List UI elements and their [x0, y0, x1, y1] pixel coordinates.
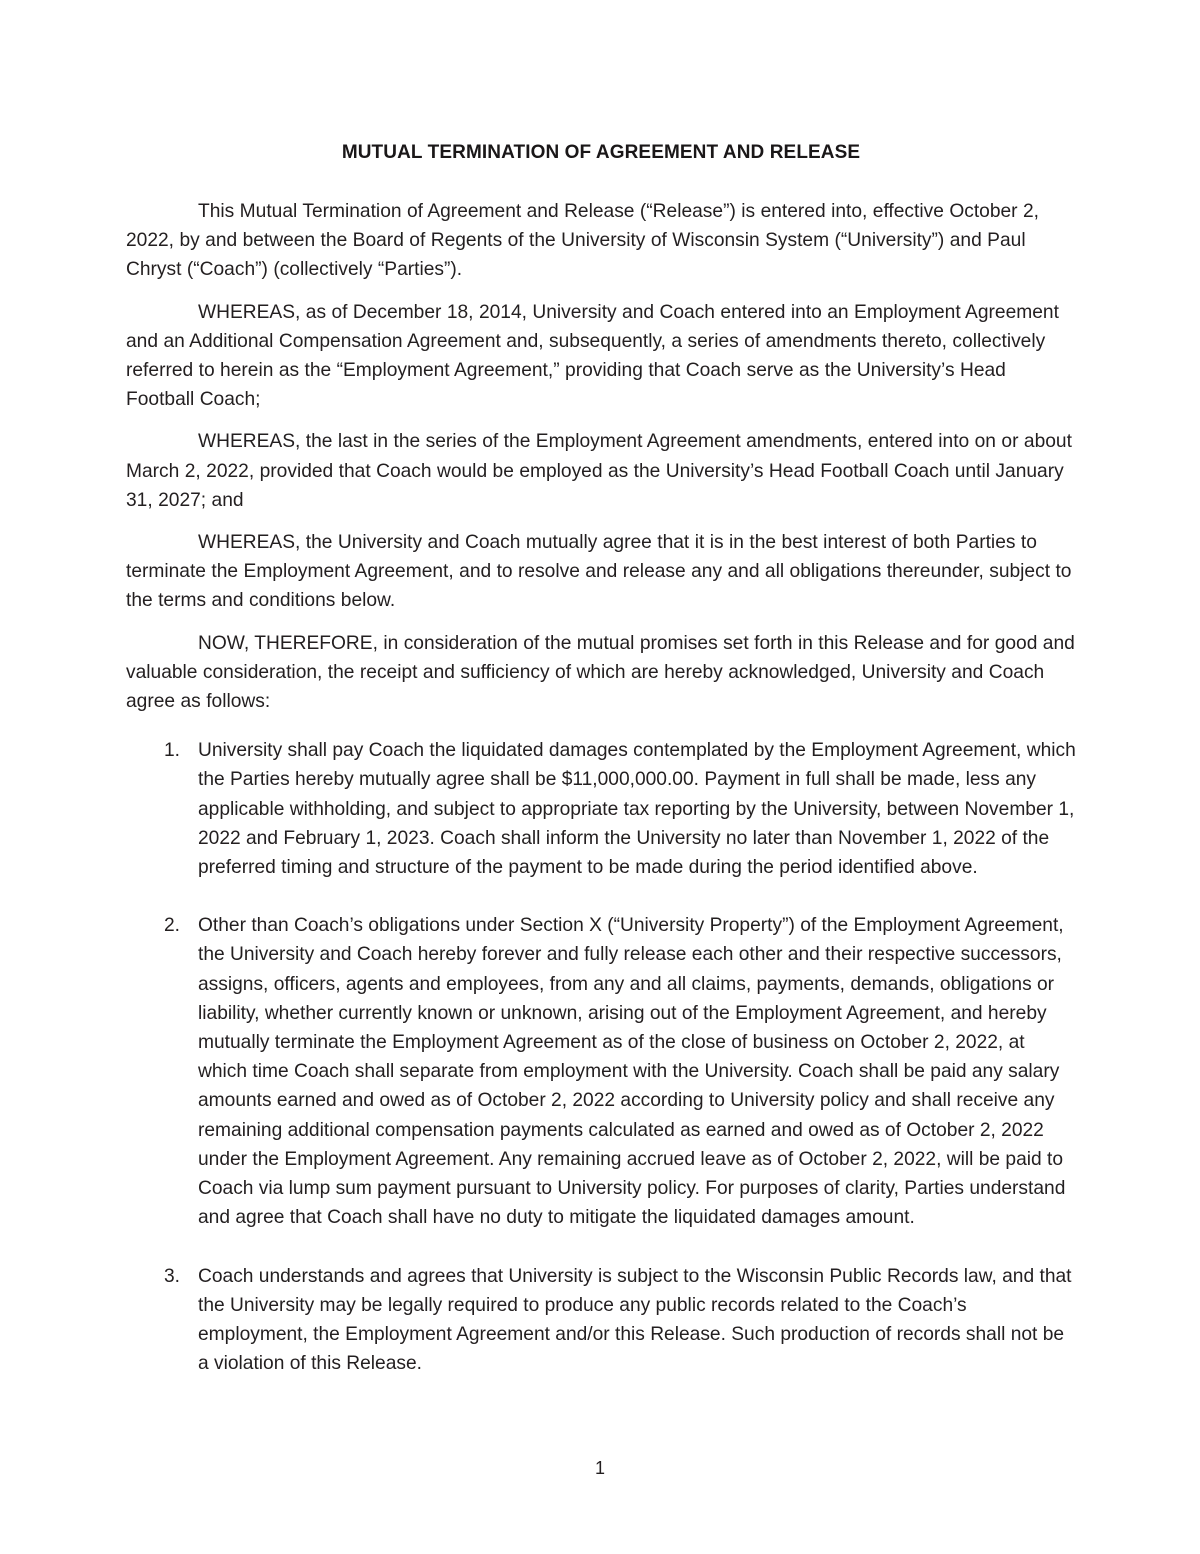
- paragraph-recitals-intro: This Mutual Termination of Agreement and Release (“Release”) is entered into, effective October 2, 2022, by and between the Board of Regents of the University of Wisconsin System (“University”) and Paul Chryst (“Coach”) (collectively “Parties”).: [126, 201, 1040, 281]
- paragraph-whereas-3: WHEREAS, the University and Coach mutually agree that it is in the best interest of both Parties to terminate the Employment Agreement, and to resolve and release any and all obligations thereunder, subject to the terms and conditions below.: [126, 532, 1072, 612]
- clause-number: 2.: [164, 915, 181, 937]
- clause-text: Coach understands and agrees that University is subject to the Wisconsin Public Records law, and that the University may be legally required to produce any public records related to the Coach’s employment, the Employment Agreement and/or this Release. Such production of records shall not be a violation of this Release.: [198, 1265, 1072, 1375]
- clause-number: 3.: [164, 1265, 181, 1287]
- clause-item: [126, 736, 1076, 882]
- clause-text: Other than Coach’s obligations under Section X (“University Property”) of the Employment Agreement, the University and Coach hereby forever and fully release each other and their respective successors, assigns, officers, agents and employees, from any and all claims, payments, demands, obligations or liability, whether currently known or unknown, arising out of the Employment Agreement, and hereby mutually terminate the Employment Agreement as of the close of business on October 2, 2022, at which time Coach shall separate from employment with the University. Coach shall be paid any salary amounts earned and owed as of October 2, 2022 according to University policy and shall receive any remaining additional compensation payments calculated as earned and owed as of October 2, 2022 under the Employment Agreement. Any remaining accrued leave as of October 2, 2022, will be paid to Coach via lump sum payment pursuant to University policy. For purposes of clarity, Parties understand and agree that Coach shall have no duty to mitigate the liquidated damages amount.: [198, 915, 1066, 1229]
- document-body: [126, 138, 1076, 1378]
- paragraph-now-therefore: NOW, THEREFORE, in consideration of the mutual promises set forth in this Release and for good and valuable consideration, the receipt and sufficiency of which are hereby acknowledged, University and Coach agree as follows:: [126, 632, 1075, 713]
- clause-item: [126, 1262, 1076, 1379]
- clause-item: [126, 911, 1076, 1232]
- paragraph-whereas-2: WHEREAS, the last in the series of the Employment Agreement amendments, entered into on or about March 2, 2022, provided that Coach would be employed as the University’s Head Football Coach until January 31, 2027; and: [126, 431, 1072, 511]
- clause-number: 1.: [164, 740, 181, 762]
- clause-list: [126, 736, 1076, 1378]
- page-number: 1: [594, 1458, 605, 1478]
- document-title: MUTUAL TERMINATION OF AGREEMENT AND RELEASE: [341, 142, 861, 163]
- clause-text: University shall pay Coach the liquidated damages contemplated by the Employment Agreement, which the Parties hereby mutually agree shall be $11,000,000.00. Payment in full shall be made, less any applicable withholding, and subject to appropriate tax reporting by the University, between November 1, 2022 and February 1, 2023. Coach shall inform the University no later than November 1, 2022 of the preferred timing and structure of the payment to be made during the period identified above.: [198, 740, 1076, 879]
- paragraph-whereas-1: WHEREAS, as of December 18, 2014, University and Coach entered into an Employment Agreement and an Additional Compensation Agreement and, subsequently, a series of amendments thereto, collectively referred to herein as the “Employment Agreement,” providing that Coach serve as the University’s Head Football Coach;: [126, 301, 1059, 411]
